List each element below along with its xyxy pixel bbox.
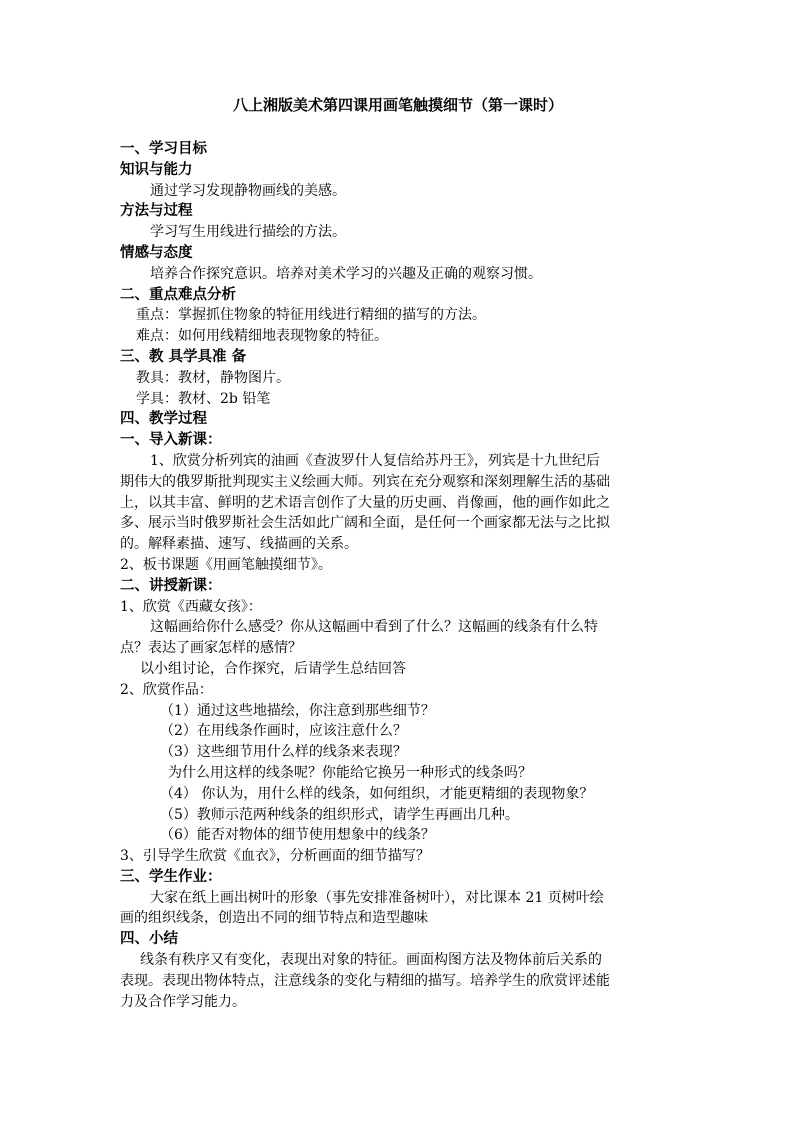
works-question-item: （4） 你认为，用什么样的线条，如何组织，才能更精细的表现物象？ [160,785,594,802]
emotion-attitude-text: 培养合作探究意识。培养对美术学习的兴趣及正确的观察习惯。 [150,265,542,282]
summary-line-3: 力及合作学习能力。 [120,993,246,1010]
intro-blackboard-title: 2、板书课题《用画笔触摸细节》。 [120,556,332,573]
subheading-emotion-attitude: 情感与态度 [120,243,193,261]
key-point-text: 重点：掌握抓住物象的特征用线进行精细的描写的方法。 [136,307,486,324]
intro-paragraph-line-3: 上，以其丰富、鲜明的艺术语言创作了大量的历史画、肖像画，他的画作如此之 [120,494,610,511]
appreciate-blood-clothes: 3、引导学生欣赏《血衣》，分析画面的细节描写？ [120,848,430,865]
appreciate-tibetan-girl: 1、欣赏《西藏女孩》： [120,598,262,615]
subsection-heading-new-lesson: 二、讲授新课： [120,576,222,594]
section-heading-key-points: 二、重点难点分析 [120,285,236,303]
intro-paragraph-line-5: 的。解释素描、速写、线描画的关系。 [120,536,358,553]
works-question-item: 为什么用这样的线条呢？你能给它换另一种形式的线条吗？ [168,764,532,781]
subheading-knowledge-ability: 知识与能力 [120,160,193,178]
works-question-item: （5）教师示范两种线条的组织形式，请学生再画出几种。 [160,806,519,823]
group-discussion-text: 以小组讨论，合作探究，后请学生总结回答 [140,660,406,677]
subsection-heading-introduction: 一、导入新课： [120,431,222,449]
intro-paragraph-line-4: 多、展示当时俄罗斯社会生活如此广阔和全面，是任何一个画家都无法与之比拟 [120,515,610,532]
section-heading-learning-goals: 一、学习目标 [120,140,207,157]
works-question-item: （2）在用线条作画时，应该注意什么？ [160,723,407,740]
knowledge-ability-text: 通过学习发现静物画线的美感。 [150,182,346,199]
works-question-item: （1）通过这些地描绘，你注意到那些细节？ [160,702,435,719]
summary-line-1: 线条有秩序又有变化，表现出对象的特征。画面构图方法及物体前后关系的 [140,952,602,969]
section-heading-teaching-aids: 三、教 具学具准 备 [120,347,247,365]
subheading-method-process: 方法与过程 [120,202,193,220]
summary-line-2: 表现。表现出物体特点，注意线条的变化与精细的描写。培养学生的欣赏评述能 [120,972,610,989]
learning-aids-text: 学具：教材、2b 铅笔 [136,390,271,407]
document-body [120,139,676,1012]
section-heading-teaching-process: 四、教学过程 [120,410,207,428]
teaching-aids-text: 教具：教材，静物图片。 [136,369,290,386]
tibetan-girl-question-line-2: 点？表达了画家怎样的感情？ [120,640,302,657]
section-heading-summary: 四、小结 [120,930,178,948]
works-question-item: （6）能否对物体的细节使用想象中的线条？ [160,827,435,844]
method-process-text: 学习写生用线进行描绘的方法。 [150,224,346,241]
homework-line-1: 大家在纸上画出树叶的形象（事先安排准备树叶），对比课本 21 页树叶绘 [150,889,604,906]
section-heading-homework: 三、学生作业： [120,867,222,885]
homework-line-2: 画的组织线条，创造出不同的细节特点和造型趣味 [120,910,428,927]
tibetan-girl-question-line-1: 这幅画给你什么感受？你从这幅画中看到了什么？这幅画的线条有什么特 [150,619,598,636]
works-question-item: （3）这些细节用什么样的线条来表现？ [160,744,407,761]
difficult-point-text: 难点：如何用线精细地表现物象的特征。 [136,328,388,345]
appreciate-works: 2、欣赏作品： [120,681,213,698]
intro-paragraph-line-2: 期伟大的俄罗斯批判现实主义绘画大师。列宾在充分观察和深刻理解生活的基础 [120,473,610,490]
document-title: 八上湘版美术第四课用画笔触摸细节（第一课时） [232,96,563,114]
intro-paragraph-line-1: 1、欣赏分析列宾的油画《查波罗什人复信给苏丹王》，列宾是十九世纪后 [150,452,600,469]
